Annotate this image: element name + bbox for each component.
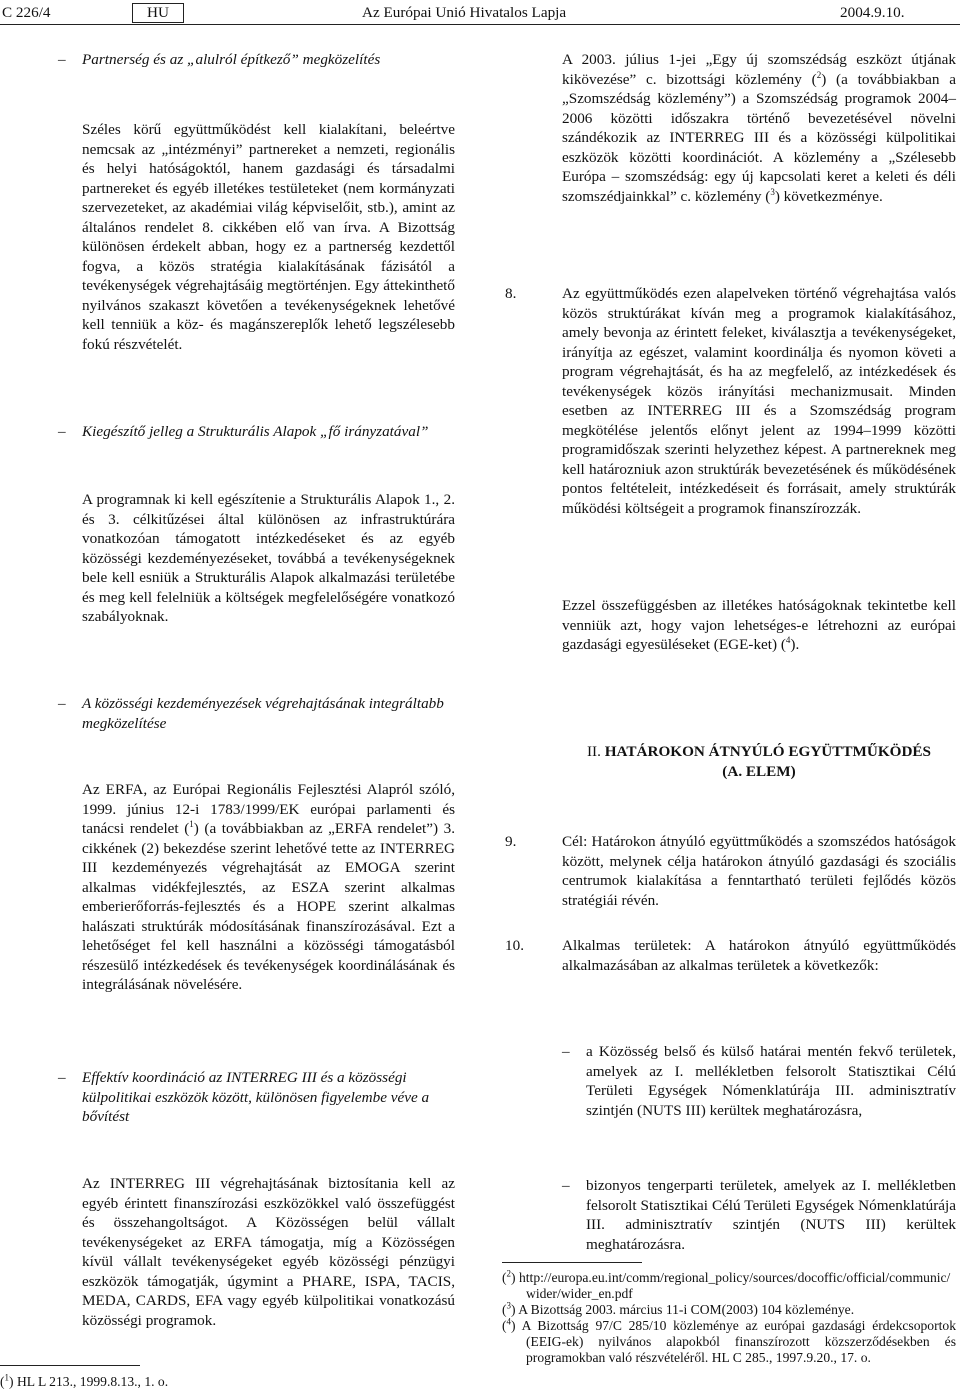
paragraph-9: Cél: Határokon átnyúló együttműködés a szomszédos hatóságok között, melynek célja határokon átnyúló gazdasági és szociális centrumok kialakítása a fenntartható területi fejlődés közös stratégiái révén. — [562, 833, 956, 909]
page-reference: C 226/4 — [2, 4, 51, 21]
journal-title: Az Európai Unió Hivatalos Lapja — [362, 4, 567, 21]
paragraph-neighbourhood: A 2003. július 1-jei „Egy új szomszédság eszközt útjának kikövezése” c. bizottsági közlemény ($^2$) (a továbbiakban a „Szomszédság közlemény”) a Szomszédság programok 2004–2006 közötti időszakra történő bevezetésével növelni szándékozik az INTERREG III és a közösségi külpolitikai eszközök közötti koordinációt. A közlemény a „Szélesebb Európa – szomszédság: egy új kapcsolati keret a keleti és déli szomszédjainkkal” c. közlemény ($^3$) következménye. — [562, 51, 956, 205]
paragraph-effective-coordination: Az INTERREG III végrehajtásának biztosítania kell az egyéb érintett finanszírozási eszközökkel való összefüggést és összehangoltságot. A Közösségen belül vállalt tevékenységeket az ERFA támogatja, míg a Közösségen kívül vállalt tevékenységeket egyéb közösségi pénzügyi eszközök támogatják, úgymint a PHARE, ISPA, TACIS, MEDA, CARDS, EFA vagy egyéb külpolitikai vonatkozású közösségi programok. — [82, 1175, 455, 1329]
paragraph-8-eege: Ezzel összefüggésben az illetékes hatóságoknak tekintetbe kell venniük azt, hogy vajon lehetséges-e létrehozni az európai gazdasági egyesüléseket (EGE-ket) ($^4$). — [562, 597, 956, 653]
heading-partnership: – Partnerség és az „alulról építkező” megközelítés — [58, 51, 381, 68]
heading-effective-coordination: – Effektív koordináció az INTERREG III és a közösségi külpolitikai eszközök között, különösen figyelembe véve a bővítést — [58, 1069, 430, 1125]
footnotes-right — [502, 1270, 956, 1366]
list-item-maritime-areas: – bizonyos tengerparti területek, amelyek az I. mellékletben felsorolt Statisztikai Célú Területi Egységek Nómenklatúrája III. adminisztratív szintjén (NUTS III) kerültek meghatározásra. — [562, 1177, 956, 1253]
footnote-3: ($^3$) A Bizottság 2003. március 11-i COM(2003) 104 közleménye. — [502, 1300, 855, 1317]
footnote-rule-right — [502, 1262, 642, 1263]
section-heading-ii: II. HATÁROKON ÁTNYÚLÓ EGYÜTTMŰKÖDÉS (A. ELEM) — [587, 743, 931, 780]
list-item-border-areas: – a Közösség belső és külső határai mentén fekvő területek, amelyek az I. mellékletben felsorolt Statisztikai Célú Területi Egységek Nómenklatúrája III. adminisztratív szintjén (NUTS III) kerültek meghatározásra, — [562, 1043, 956, 1119]
paragraph-8: Az együttműködés ezen alapelveken történő végrehajtása valós közös struktúrákat kíván meg a programok kialakításához, amely bevonja az érintett feleket, kiválasztja a tevékenységeket, irányítja az egészet, valamint koordinálja és nyomon követi a program végrehajtását, és ha az megfelelő, az intézkedések és tevékenységek közös irányítási mechanizmusait. Minden esetben az INTERREG III és a Szomszédság program megkötélése jelentős előnyt jelent az 1994–1999 közötti programidőszak szerinti helyzethez képest. A partnereknek meg kell határozniuk azon struktúrák bevezetésének és működésének pontos feltételeit, intézkedéseit és forrásait, amely struktúrák működési költségeit a programok finanszírozzák. — [562, 285, 956, 517]
footnote-rule-left — [0, 1365, 140, 1366]
issue-date: 2004.9.10. — [840, 4, 905, 21]
point-number-8: 8. — [505, 285, 517, 302]
footnote-2: ($^2$) http://europa.eu.int/comm/regional_policy/sources/docoffic/official/communic/wider/wider_en.pdf — [502, 1268, 951, 1301]
language-tag: HU — [132, 3, 184, 23]
footnote-1: ($^1$) HL L 213., 1999.8.13., 1. o. — [0, 1372, 169, 1389]
footnote-4: ($^4$) A Bizottság 97/C 285/10 közleménye az európai gazdasági érdekcsoportok (EEIG-ek) nyilvános alapokból finanszírozott közszerződésekben és programokban való részvételéről. HL C 285., 1997.9.20., 17. o. — [502, 1316, 956, 1365]
point-number-9: 9. — [505, 833, 517, 850]
header-rule — [0, 24, 960, 25]
paragraph-10: Alkalmas területek: A határokon átnyúló együttműködés alkalmazásában az alkalmas területek a következők: — [562, 937, 956, 974]
paragraph-integrated-approach: Az ERFA, az Európai Regionális Fejlesztési Alapról szóló, 1999. június 12-i 1783/1999/EK európai parlamenti és tanácsi rendelet ($^1$) (a továbbiakban az „ERFA rendelet”) 3. cikkének (2) bekezdése szerint lehetővé tette az INTERREG III kezdeményezés végrehajtását az EMOGA szerint alkalmas vidékfejlesztés, az ESZA szerint alkalmas emberierőforrás-fejlesztés és a HOPE szerint alkalmas halászati struktúrák módosításának finanszírozásával. Ezt a lehetőséget fel kell használni a közösségi támogatásból részesülő intézkedések és tevékenységek koordinálásának és integrálásának növelésére. — [82, 781, 455, 993]
heading-integrated-approach: – A közösségi kezdeményezések végrehajtásának integráltabb megközelítése — [58, 695, 444, 732]
point-number-10: 10. — [505, 937, 524, 954]
page-header — [0, 0, 960, 26]
paragraph-partnership: Széles körű együttműködést kell kialakítani, beleértve nemcsak az „intézményi” partnereket a nemzeti, regionális és helyi hatóságoktól, hanem gazdasági és társadalmi partnereket és egyéb illetékes testületeket (nem kormányzati szervezeteket, az akadémiai világ képviselőit, stb.), amint az általános rendelet 8. cikkében elő van írva. A Bizottság különösen érdekelt abban, hogy ez a partnerség kezdettől fogva, a közös stratégia kialakításának fázisától a tevékenységek végrehajtásáig megtörténjen. Egy áttekinthető nyilvános szakaszt követően a tevékenységeknek lehetővé kell tenniük a köz- és magánszereplők lehető legszélesebb fokú részvételét. — [82, 121, 456, 353]
heading-complementarity: – Kiegészítő jelleg a Strukturális Alapok „fő irányzatával” — [58, 423, 429, 440]
paragraph-complementarity: A programnak ki kell egészítenie a Strukturális Alapok 1., 2. és 3. célkitűzései által különösen az infrastruktúrára vonatkozóan támogatott intézkedéseket és az egyéb közösségi kezdeményezéseket, továbbá a tevékenységeknek bele kell esniük a Strukturális Alapok alkalmazási területébe és meg kell felelniük a költségek megfelelőségére vonatkozó szabályoknak. — [82, 491, 455, 625]
